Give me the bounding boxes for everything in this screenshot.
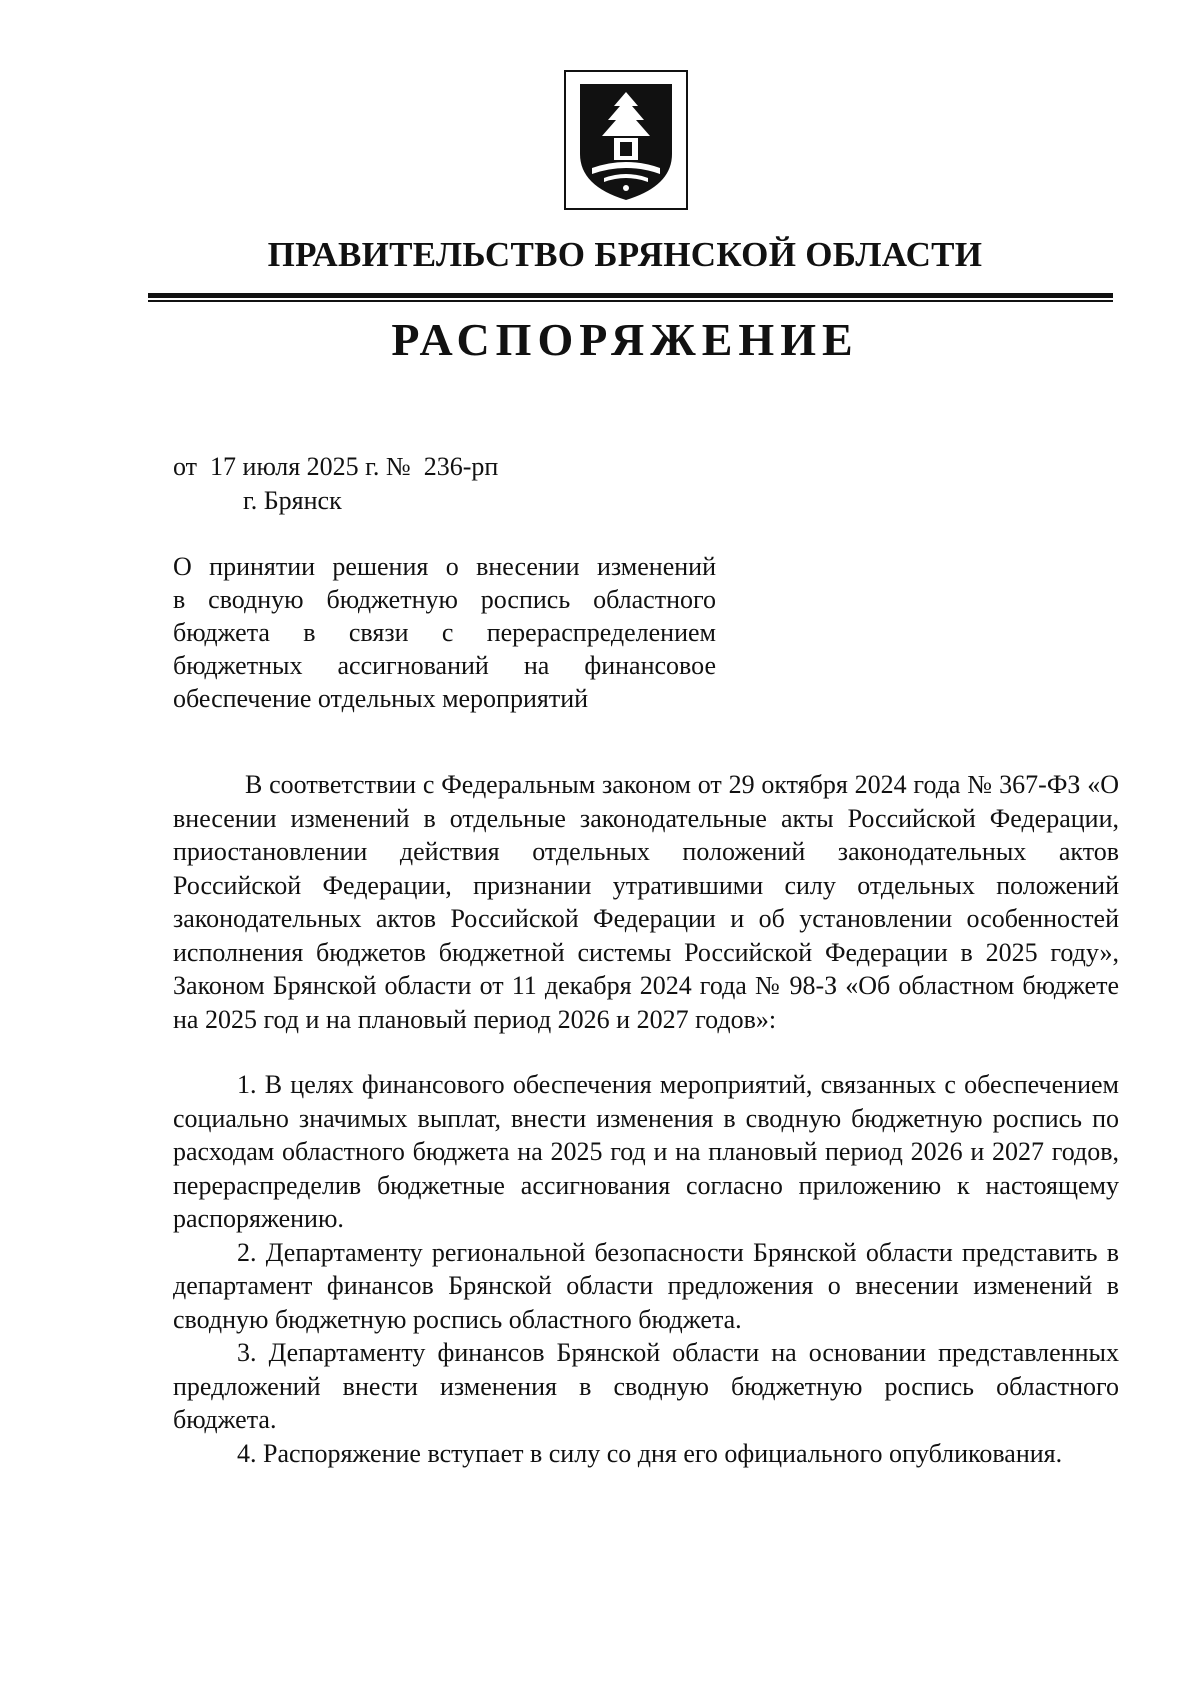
header-rule-thin [148,300,1113,302]
document-subject [173,550,716,715]
subject-line: обеспечение отдельных мероприятий [173,684,589,713]
subject-line: бюджета в связи с перераспределением [173,618,716,647]
numbered-item-3: 3. Департаменту финансов Брянской области на основании представленных предложений внести изменения в сводную бюджетную роспись областного бюджета. [173,1338,1119,1434]
numbered-item-1: 1. В целях финансового обеспечения мероприятий, связанных с обеспечением социально значимых выплат, внести изменения в сводную бюджетную роспись по расходам областного бюджета на 2025 год и на плановый период 2026 и 2027 годов, перераспределив бюджетные ассигнования согласно приложению к настоящему распоряжению. [173,1070,1119,1233]
document-body [173,768,1119,1470]
subject-line: О принятии решения о внесении изменений [173,552,716,581]
document-date: 17 июля 2025 г. [210,452,380,481]
numbered-item-2: 2. Департаменту региональной безопасности Брянской области представить в департамент финансов Брянской области предложения о внесении изменений в сводную бюджетную роспись областного бюджета. [173,1237,1119,1334]
number-sign: № [385,452,411,481]
city: г. Брянск [243,486,342,515]
coat-of-arms-icon [564,70,688,210]
subject-line: в сводную бюджетную роспись областного [173,585,716,614]
subject-line: бюджетных ассигнований на финансовое [173,651,716,680]
numbered-item-4: 4. Распоряжение вступает в силу со дня его официального опубликования. [237,1438,1063,1468]
organization-title: ПРАВИТЕЛЬСТВО БРЯНСКОЙ ОБЛАСТИ [267,235,983,274]
date-prefix: от [173,452,198,481]
header-rule-thick [148,293,1113,298]
preamble-paragraph: В соответствии с Федеральным законом от 29 октября 2024 года № 367-ФЗ «О внесении изменений в отдельные законодательные акты Российской Федерации, приостановлении действия отдельных положений законодательных актов Российской Федерации, признании утратившими силу отдельных положений законодательных актов Российской Федерации и об установлении особенностей исполнения бюджетов бюджетной системы Российской Федерации в 2025 году», Законом Брянской области от 11 декабря 2024 года № 98-З «Об областном бюджете на 2025 год и на плановый период 2026 и 2027 годов»: [173,770,1119,1034]
document-type-title: РАСПОРЯЖЕНИЕ [391,314,859,365]
document-number: 236-рп [423,452,499,481]
date-number-line [173,452,498,482]
